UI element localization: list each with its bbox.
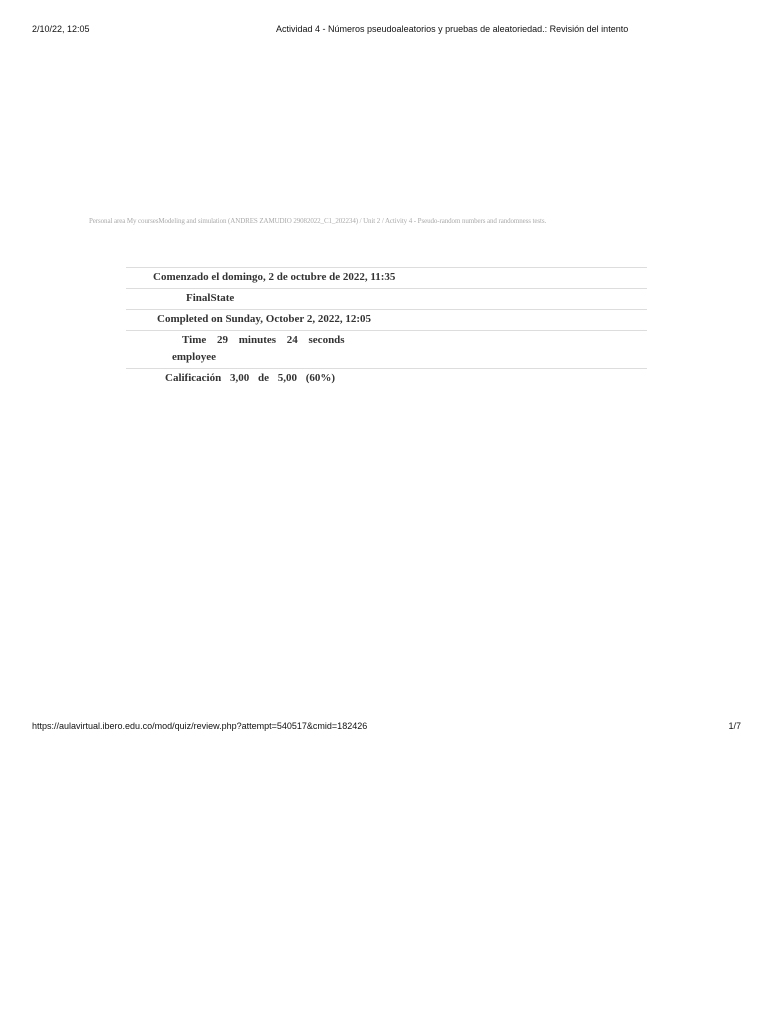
breadcrumb[interactable]: Personal area My coursesModeling and simulation (ANDRES ZAMUDIO 29082022_C1_202234) / Unit 2 / Activity 4 - Pseudo-random numbers and randomness tests. (89, 217, 547, 225)
print-footer (0, 721, 768, 735)
print-url: https://aulavirtual.ibero.edu.co/mod/quiz/review.php?attempt=540517&cmid=182426 (32, 721, 368, 731)
summary-row-started (126, 268, 647, 289)
started-text: Comenzado el domingo, 2 de octubre de 2022, 11:35 (153, 271, 396, 283)
state-text: FinalState (186, 292, 235, 304)
summary-row-time (126, 331, 647, 369)
page-number: 1/7 (728, 721, 741, 731)
summary-row-completed (126, 310, 647, 331)
summary-row-state (126, 289, 647, 310)
print-page-title: Actividad 4 - Números pseudoaleatorios y pruebas de aleatoriedad.: Revisión del intento (276, 24, 629, 34)
completed-text: Completed on Sunday, October 2, 2022, 12:05 (157, 313, 372, 325)
summary-row-grade (126, 369, 647, 389)
print-header (0, 24, 768, 40)
print-date: 2/10/22, 12:05 (32, 24, 90, 34)
quiz-attempt-summary-table (126, 267, 647, 389)
time-taken-text: Time 29 minutes 24 seconds (182, 334, 345, 346)
grade-text: Calificación 3,00 de 5,00 (60%) (165, 372, 336, 384)
time-taken-label-continuation: employee (172, 351, 216, 363)
